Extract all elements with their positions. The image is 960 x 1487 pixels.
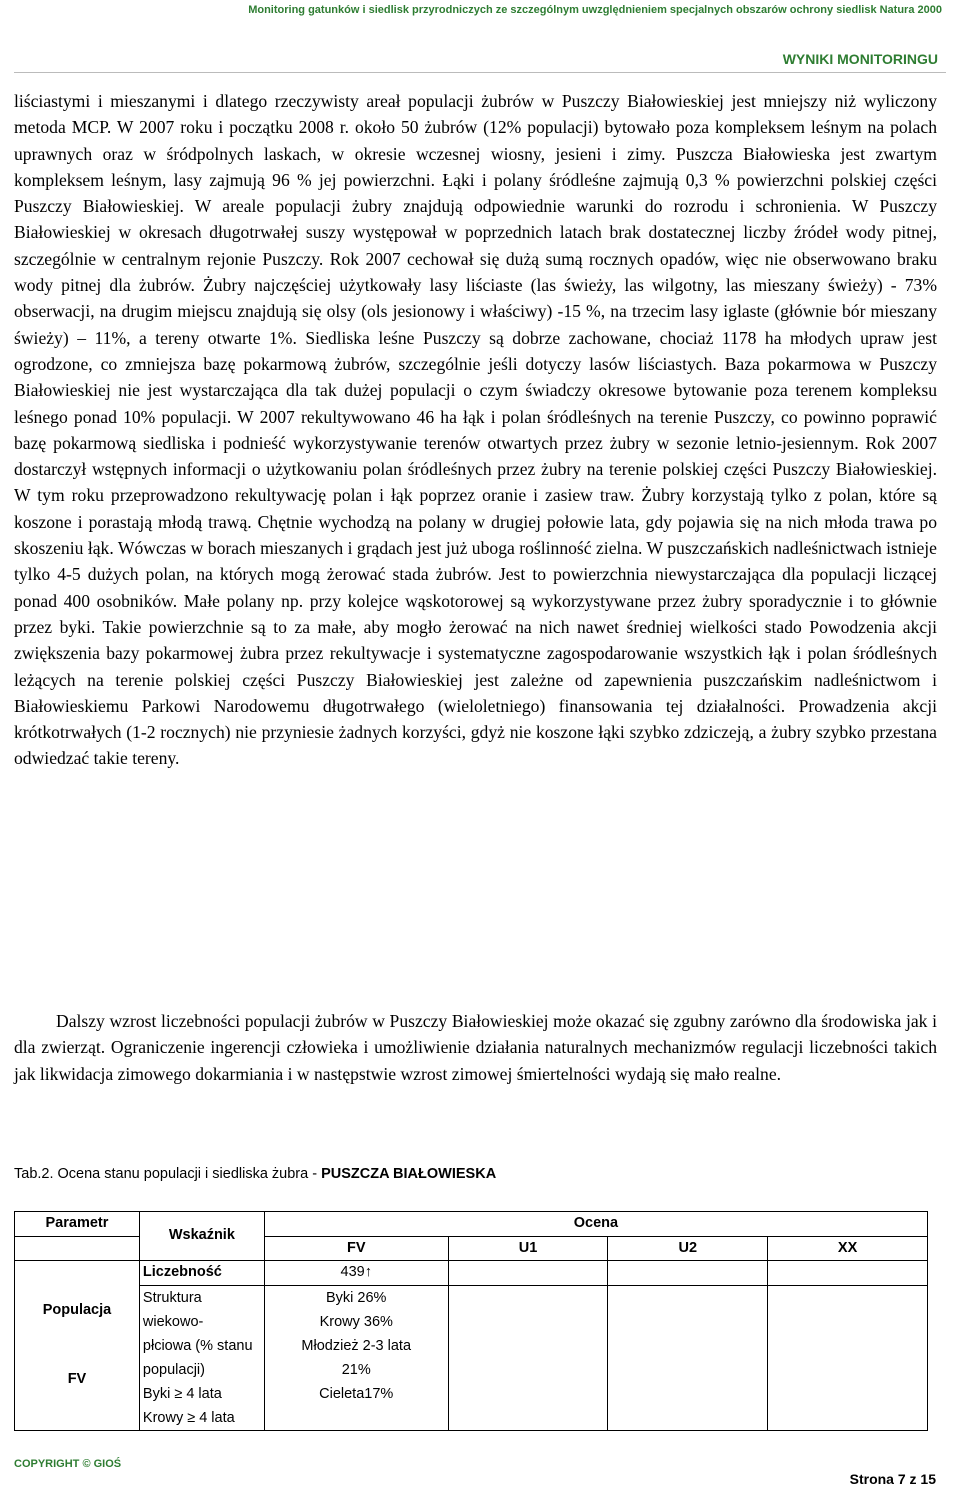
xx-cell-1 <box>768 1261 928 1286</box>
param-cell <box>15 1261 140 1431</box>
value-line: Cieleta17% <box>319 1385 394 1402</box>
value-line: Krowy 36% <box>319 1313 393 1330</box>
section-title: WYNIKI MONITORINGU <box>782 51 938 67</box>
indicator-line: Byki ≥ 4 lata <box>142 1385 222 1402</box>
value-number: 439 <box>340 1264 365 1280</box>
arrow-up-icon: ↑ <box>364 1264 372 1280</box>
value-line: Młodzież 2-3 lata <box>301 1337 412 1354</box>
table-caption <box>14 1166 496 1182</box>
value-liczebnosc <box>264 1261 448 1286</box>
indicator-line: Struktura wiekowo- <box>142 1289 204 1330</box>
table-row <box>15 1261 928 1286</box>
assessment-table <box>14 1211 928 1431</box>
header-ocena: Ocena <box>264 1212 927 1237</box>
body-paragraph-1: liściastymi i mieszanymi i dlatego rzeczywisty areał populacji żubrów w Puszczy Białowieskiej jest mniejszy niż wyliczony metoda MCP. W 2007 roku i początku 2008 r. około 50 żubrów (12% populacji) bytowało poza kompleksem leśnym na polach uprawnych oraz w śródpolnych laskach, w okresie wczesnej wiosny, jesieni i zimy. Puszcza Białowieska jest zwartym kompleksem leśnym, lasy zajmują 96 % jej powierzchni. Łąki i polany śródleśne zajmują 0,3 % powierzchni polskiej części Puszczy Białowieskiej. W areale populacji żubry znajdują odpowiednie warunki do rozrodu i schronienia. W Puszczy Białowieskiej w okresach długotrwałej suszy występował w poprzednich latach brak dostatecznej liczby źródeł wody pitnej, szczególnie w centralnym rejonie Puszczy. Rok 2007 cechował się dużą sumą rocznych opadów, więc nie obserwowano braku wody pitnej dla żubrów. Żubry najczęściej użytkowały lasy liściaste (las świeży, las wilgotny, las mieszany świeży) - 73% obserwacji, na drugim miejscu znajdują się olsy (ols jesionowy i właściwy) -15 %, na trzecim lasy iglaste (głównie bór mieszany świeży) – 11%, a tereny otwarte 1%. Siedliska leśne Puszczy są dobrze zachowane, chociaż 1178 ha młodych upraw jest ogrodzone, co zmniejsza bazę pokarmową żubrów, szczególnie jeśli dotyczy lasów liściastych. Baza pokarmowa w Puszczy Białowieskiej nie jest wystarczająca dla tak dużej populacji o czym świadczy okresowe bytowanie poza terenem kompleksu leśnego ponad 10% populacji. W 2007 rekultywowano 46 ha łąk i polan śródleśnych na terenie Puszczy, co powinno poprawić bazę pokarmową siedliska i podnieść wykorzystywanie terenów otwartych przez żubry w sezonie letnio-jesiennym. Rok 2007 dostarczył wstępnych informacji o użytkowaniu polan śródleśnych przez żubry na terenie polskiej części Puszczy Białowieskiej. W tym roku przeprowadzono rekultywację polan i łąk poprzez oranie i zasiew traw. Żubry korzystają tylko z polan, które są koszone i porastają młodą trawą. Chętnie wychodzą na polany w drugiej połowie lata, gdy pojawia się na nich młoda trawa po skoszeniu łąk. Wówczas w borach mieszanych i grądach jest już uboga roślinność zielna. W puszczańskich nadleśnictwach istnieje tylko 4-5 dużych polan, na których mogą żerować stada żubrów. Jest to powierzchnia niewystarczająca dla populacji liczącej ponad 400 osobników. Małe polany np. przy kolejce wąskotorowej są wykorzystywane przez żubry sporadycznie i to głównie przez byki. Takie powierzchnie są to za małe, aby mogło żerować na nich nawet średniej wielkości stado Powodzenia akcji zwiększenia bazy pokarmowej żubra przez rekultywacje i systematyczne zagospodarowanie wszystkich łąk i polan śródleśnych leżących na terenie polskiej części Puszczy Białowieskiej jest zależne od zapewnienia puszczańskim nadleśnictwom i Białowieskiemu Parkowi Narodowemu długotrwałego (wieloletniego) finansowania tej działalności. Prowadzenia akcji krótkotrwałych (1-2 rocznych) nie przyniesie żadnych korzyści, gdyż nie koszone łąki szybko zdziczeją, a żubry szybko przestana odwiedzać takie tereny. <box>14 91 937 769</box>
value-line: 21% <box>341 1361 371 1378</box>
indicator-line: populacji) <box>142 1361 205 1378</box>
u1-cell-2 <box>448 1285 608 1430</box>
caption-bold: PUSZCZA BIAŁOWIESKA <box>321 1166 497 1182</box>
header-fv: FV <box>264 1236 448 1261</box>
header-u1: U1 <box>448 1236 608 1261</box>
footer-copyright: COPYRIGHT © GIOŚ <box>14 1458 122 1470</box>
param-spacer <box>18 1322 136 1368</box>
header-u2: U2 <box>608 1236 768 1261</box>
indicator-liczebnosc: Liczebność <box>139 1261 264 1286</box>
value-struktura <box>264 1285 448 1430</box>
indicator-line: Krowy ≥ 4 lata <box>142 1409 235 1426</box>
header-parametr-empty <box>15 1236 140 1261</box>
value-line: Byki 26% <box>326 1289 387 1306</box>
xx-cell-2 <box>768 1285 928 1430</box>
body-paragraph-2: Dalszy wzrost liczebności populacji żubrów w Puszczy Białowieskiej może okazać się zgubny zarówno dla środowiska jak i dla zwierząt. Ograniczenie ingerencji człowieka i umożliwienie działania naturalnych mechanizmów regulacji liczebności takich jak likwidacja zimowego dokarmiania i w następstwie wzrost zimowej śmiertelności wydają się mało realne. <box>14 1011 937 1084</box>
table-row <box>15 1285 928 1430</box>
header-wskaznik: Wskaźnik <box>139 1212 264 1261</box>
indicator-line: płciowa (% stanu <box>142 1337 253 1354</box>
page-number: Strona 7 z 15 <box>849 1471 936 1487</box>
param-name: Populacja <box>42 1301 112 1318</box>
header-title: Monitoring gatunków i siedlisk przyrodniczych ze szczególnym uwzględnieniem specjalnych obszarów ochrony siedlisk Natura 2000 <box>248 4 942 16</box>
table-header-row <box>15 1212 928 1237</box>
header-divider <box>14 72 946 73</box>
u2-cell-2 <box>608 1285 768 1430</box>
indicator-struktura <box>139 1285 264 1430</box>
u1-cell-1 <box>448 1261 608 1286</box>
header-xx: XX <box>768 1236 928 1261</box>
u2-cell-1 <box>608 1261 768 1286</box>
param-rating: FV <box>67 1371 87 1388</box>
header-parametr: Parametr <box>15 1212 140 1237</box>
caption-prefix: Tab.2. Ocena stanu populacji i siedliska żubra - <box>14 1166 322 1182</box>
